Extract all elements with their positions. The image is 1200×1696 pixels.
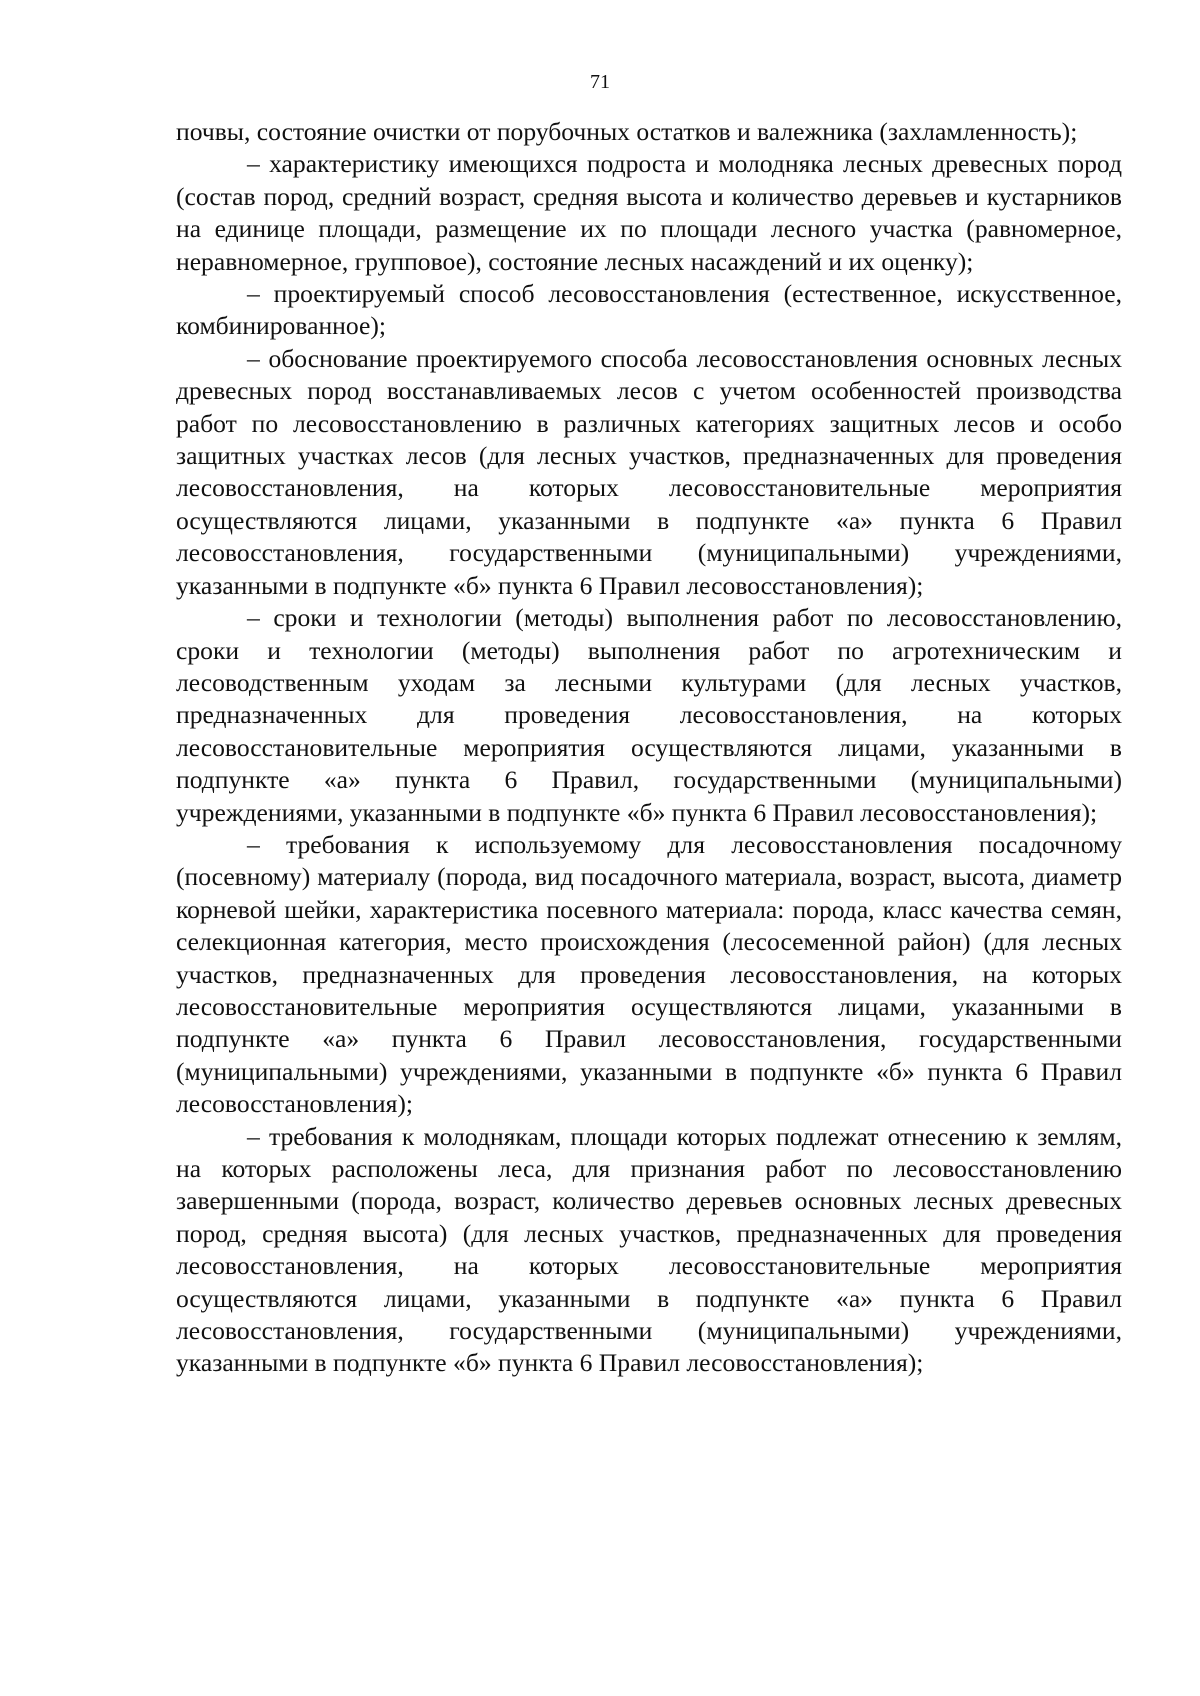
document-body [176,116,1122,1380]
paragraph-young-stand-requirements: – требования к молоднякам, площади которых подлежат отнесению к землям, на которых расположены леса, для признания работ по лесовосстановлению завершенными (порода, возраст, количество деревьев основных лесных древесных пород, средняя высота) (для лесных участков, предназначенных для проведения лесовосстановления, на которых лесовосстановительные мероприятия осуществляются лицами, указанными в подпункте «а» пункта 6 Правил лесовосстановления, государственными (муниципальными) учреждениями, указанными в подпункте «б» пункта 6 Правил лесовосстановления); [176,1121,1122,1378]
paragraph-method-justification: – обоснование проектируемого способа лесовосстановления основных лесных древесных пород восстанавливаемых лесов с учетом особенностей производства работ по лесовосстановлению в различных категориях защитных лесов и особо защитных участках лесов (для лесных участков, предназначенных для проведения лесовосстановления, на которых лесовосстановительные мероприятия осуществляются лицами, указанными в подпункте «а» пункта 6 Правил лесовосстановления, государственными (муниципальными) учреждениями, указанными в подпункте «б» пункта 6 Правил лесовосстановления); [176,343,1122,600]
paragraph-undergrowth-characteristics: – характеристику имеющихся подроста и молодняка лесных древесных пород (состав пород, средний возраст, средняя высота и количество деревьев и кустарников на единице площади, размещение их по площади лесного участка (равномерное, неравномерное, групповое), состояние лесных насаждений и их оценку); [176,149,1122,276]
page-number: 71 [590,71,610,93]
paragraph-planting-material-requirements: – требования к используемому для лесовосстановления посадочному (посевному) материалу (порода, вид посадочного материала, возраст, высота, диаметр корневой шейки, характеристика посевного материала: порода, класс качества семян, селекционная категория, место происхождения (лесосеменной район) (для лесных участков, предназначенных для проведения лесовосстановления, на которых лесовосстановительные мероприятия осуществляются лицами, указанными в подпункте «а» пункта 6 Правил лесовосстановления, государственными (муниципальными) учреждениями, указанными в подпункте «б» пункта 6 Правил лесовосстановления); [176,829,1122,1119]
paragraph-continuation: почвы, состояние очистки от порубочных остатков и валежника (захламленность); [176,117,1078,146]
paragraph-terms-and-technologies: – сроки и технологии (методы) выполнения работ по лесовосстановлению, сроки и технологии (методы) выполнения работ по агротехническим и лесоводственным уходам за лесными культурами (для лесных участков, предназначенных для проведения лесовосстановления, на которых лесовосстановительные мероприятия осуществляются лицами, указанными в подпункте «а» пункта 6 Правил, государственными (муниципальными) учреждениями, указанными в подпункте «б» пункта 6 Правил лесовосстановления); [176,603,1122,827]
paragraph-reforestation-method: – проектируемый способ лесовосстановления (естественное, искусственное, комбинированное); [176,279,1122,341]
